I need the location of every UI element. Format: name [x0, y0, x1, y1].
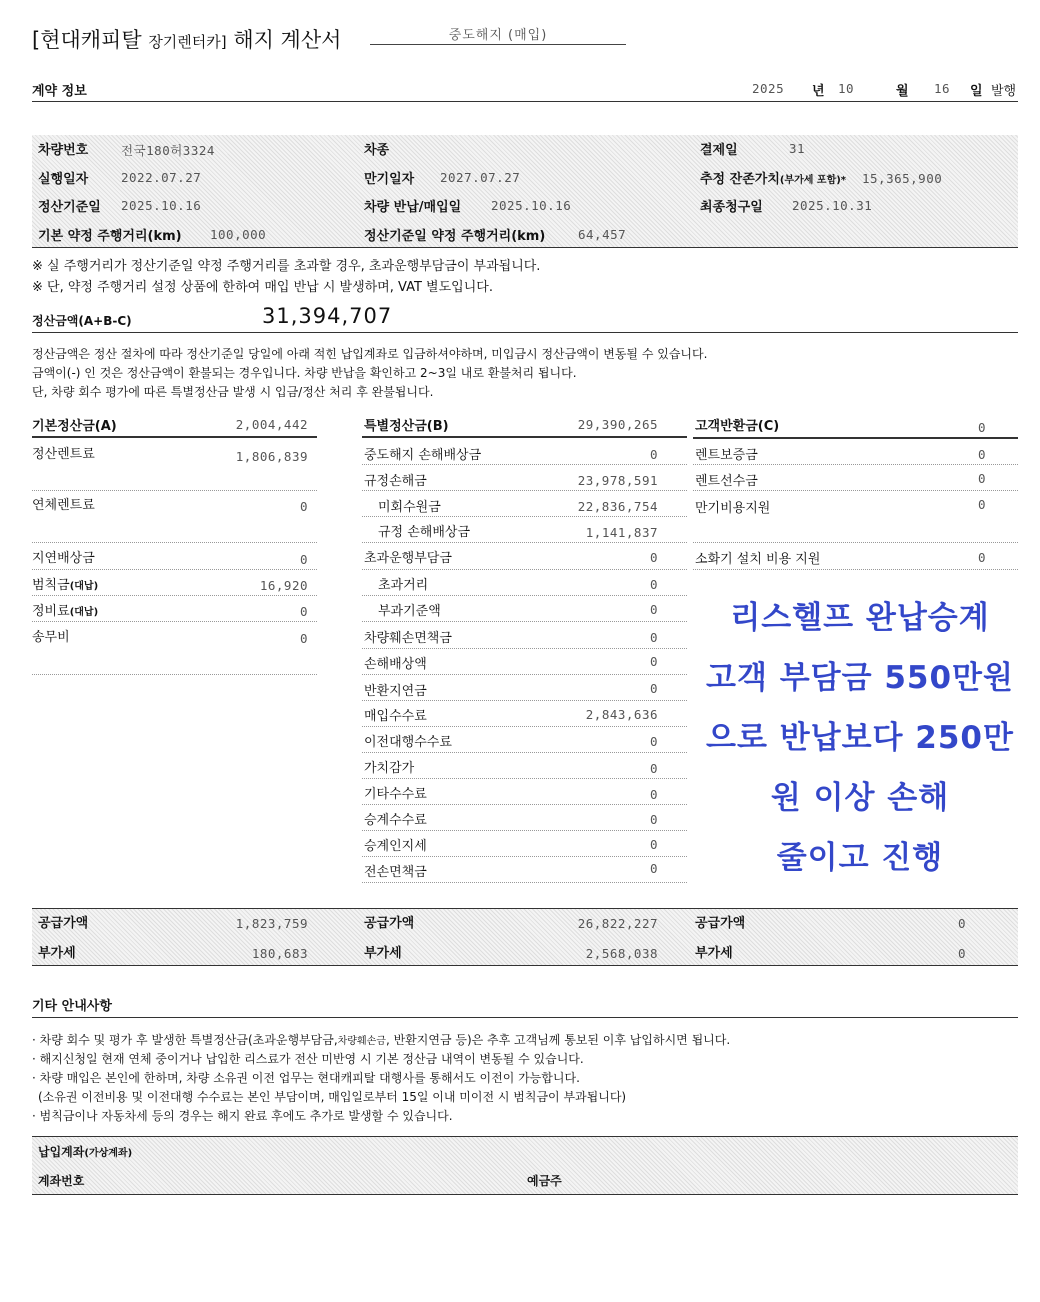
maintenance-label-sub: (대납): [69, 607, 99, 618]
col-a-row-value: 0: [299, 631, 308, 646]
account-block-top-rule: [32, 1136, 1018, 1137]
col-b-row-divider: [362, 569, 687, 570]
col-b-header-rule: [362, 436, 687, 438]
return-date-value: 2025.10.16: [491, 198, 572, 213]
type-underline: [370, 44, 626, 45]
misc-heading-rule: [32, 1017, 1018, 1018]
col-b-header-value: 29,390,265: [577, 417, 658, 432]
col-b-vat-value: 2,568,038: [585, 946, 658, 961]
vehicle-no-value: 전국180허3324: [121, 143, 215, 158]
misc-line-4: (소유권 이전비용 및 이전대행 수수료는 본인 부담이며, 매입일로부터 15일 이내 미이전 시 범칙금이 부과됩니다): [38, 1090, 627, 1104]
residual-label: [700, 168, 846, 187]
fine-label: 범칙금: [32, 578, 70, 593]
col-b-row-label: 초과거리: [378, 578, 429, 593]
col-b-row-value: 0: [649, 447, 658, 462]
col-c-row-divider: [693, 464, 1018, 465]
col-b-supply-label: 공급가액: [364, 916, 415, 931]
col-c-supply-label: 공급가액: [695, 916, 746, 931]
col-b-row-value: 0: [649, 630, 658, 645]
col-a-row-label: [32, 574, 98, 593]
settlement-desc-2: 금액이(-) 인 것은 정산금액이 환불되는 경우입니다. 차량 반납을 확인하고 2~3일 내로 환불처리 됩니다.: [32, 366, 577, 380]
col-c-row-divider: [693, 569, 1018, 570]
col-b-row-divider: [362, 830, 687, 831]
misc-line-1: [32, 1031, 730, 1048]
overlay-line-5: 줄이고 진행: [776, 840, 944, 876]
col-b-row-divider: [362, 490, 687, 491]
col-a-vat-value: 180,683: [251, 946, 308, 961]
base-mileage-value: 100,000: [210, 227, 267, 242]
misc-line-1b: 차량훼손금: [337, 1036, 386, 1047]
col-a-row-value: 1,806,839: [235, 449, 308, 464]
col-b-row-divider: [362, 856, 687, 857]
col-b-row-label: 매입수수료: [364, 709, 427, 724]
col-b-row-label: 차량훼손면책금: [364, 631, 452, 646]
col-a-supply-value: 1,823,759: [235, 916, 308, 931]
account-heading: [38, 1143, 132, 1160]
col-c-row-label: 렌트보증금: [695, 448, 758, 463]
col-b-row-divider: [362, 621, 687, 622]
col-b-row-value: 0: [649, 681, 658, 696]
col-b-row-label: 가치감가: [364, 761, 415, 776]
residual-value: 15,365,900: [862, 171, 943, 186]
col-c-row-label: 만기비용지원: [695, 501, 771, 516]
misc-line-3: · 차량 매입은 본인에 한하며, 차량 소유권 이전 업무는 현대캐피탈 대행사를 통해서도 이전이 가능합니다.: [32, 1071, 580, 1085]
col-b-row-label: 부과기준액: [378, 604, 441, 619]
expire-date-label: 만기일자: [364, 172, 415, 187]
account-block-bottom-rule: [32, 1194, 1018, 1195]
car-model-label: 차종: [364, 143, 390, 158]
col-a-supply-label: 공급가액: [38, 916, 89, 931]
pay-day-label: 결제일: [700, 143, 738, 158]
settlement-amount-value: 31,394,707: [262, 304, 393, 328]
account-holder-label: 예금주: [527, 1174, 562, 1188]
exec-date-label: 실행일자: [38, 172, 89, 187]
col-c-header-value: 0: [977, 420, 986, 435]
supply-block-bottom-rule: [32, 965, 1018, 966]
issue-day: 16: [934, 81, 951, 96]
col-b-row-divider: [362, 648, 687, 649]
settlement-desc-3: 단, 차량 회수 평가에 따른 특별정산금 발생 시 입금/정산 처리 후 완불됩니다.: [32, 385, 434, 399]
col-a-row-value: 16,920: [259, 578, 308, 593]
col-c-row-value: 0: [977, 497, 986, 512]
contract-heading: 계약 정보: [32, 84, 87, 99]
col-a-row-label: 정산렌트료: [32, 447, 95, 462]
settle-date-value: 2025.10.16: [121, 198, 202, 213]
col-b-row-value: 23,978,591: [577, 473, 658, 488]
final-bill-value: 2025.10.31: [792, 198, 873, 213]
col-b-row-value: 0: [649, 861, 658, 876]
col-a-row-divider: [32, 490, 317, 491]
col-b-row-value: 22,836,754: [577, 499, 658, 514]
col-b-row-label: 손해배상액: [364, 657, 427, 672]
col-a-row-divider: [32, 595, 317, 596]
col-b-row-label: 규정 손해배상금: [378, 525, 471, 540]
col-b-row-value: 1,141,837: [585, 525, 658, 540]
year-label: 년: [812, 84, 825, 99]
final-bill-label: 최종청구일: [700, 200, 763, 215]
col-a-header-rule: [32, 436, 317, 438]
col-b-row-value: 2,843,636: [585, 707, 658, 722]
pay-day-value: 31: [789, 141, 806, 156]
col-b-row-divider: [362, 778, 687, 779]
col-b-row-label: 승계인지세: [364, 839, 427, 854]
col-a-vat-label: 부가세: [38, 946, 76, 961]
col-c-header-rule: [693, 437, 1018, 439]
overlay-line-2: 고객 부담금 550만원: [706, 660, 1014, 696]
issued-label: 발행: [991, 84, 1017, 99]
expire-date-value: 2027.07.27: [440, 170, 521, 185]
col-b-row-divider: [362, 882, 687, 883]
col-b-row-divider: [362, 464, 687, 465]
title-bracket: [현대캐피탈: [32, 28, 142, 52]
settlement-amount-label: 정산금액(A+B-C): [32, 314, 132, 328]
col-c-row-divider: [693, 542, 1018, 543]
col-c-supply-value: 0: [957, 916, 966, 931]
col-b-row-value: 0: [649, 761, 658, 776]
col-a-row-divider: [32, 569, 317, 570]
col-a-row-label: 송무비: [32, 630, 70, 645]
col-b-row-divider: [362, 516, 687, 517]
col-a-header: 기본정산금(A): [32, 419, 117, 434]
base-mileage-label: 기본 약정 주행거리(km): [38, 229, 182, 244]
col-b-row-value: 0: [649, 812, 658, 827]
col-b-row-label: 중도해지 손해배상금: [364, 448, 482, 463]
account-heading-text: 납입계좌: [38, 1145, 85, 1159]
settle-mileage-value: 64,457: [578, 227, 627, 242]
col-a-row-value: 0: [299, 604, 308, 619]
col-b-row-divider: [362, 726, 687, 727]
col-b-row-label: 전손면책금: [364, 865, 427, 880]
col-b-row-label: 규정손해금: [364, 474, 427, 489]
fine-label-sub: (대납): [69, 581, 99, 592]
supply-block-top-rule: [32, 908, 1018, 909]
col-b-row-label: 이전대행수수료: [364, 735, 452, 750]
col-a-row-divider: [32, 674, 317, 675]
col-b-row-label: 미회수원금: [378, 500, 441, 515]
col-a-row-divider: [32, 542, 317, 543]
col-b-row-value: 0: [649, 602, 658, 617]
overlay-line-4: 원 이상 손해: [770, 780, 950, 816]
col-c-row-value: 0: [977, 447, 986, 462]
return-date-label: 차량 반납/매입일: [364, 200, 462, 215]
col-b-row-value: 0: [649, 787, 658, 802]
title-main: 해지 계산서: [233, 28, 342, 52]
overlay-line-1: 리스헬프 완납승계: [730, 600, 990, 636]
col-a-row-label: 연체렌트료: [32, 498, 95, 513]
col-c-row-value: 0: [977, 471, 986, 486]
col-b-row-value: 0: [649, 577, 658, 592]
col-b-supply-value: 26,822,227: [577, 916, 658, 931]
col-b-row-divider: [362, 674, 687, 675]
col-b-row-value: 0: [649, 837, 658, 852]
col-c-row-label: 렌트선수금: [695, 474, 758, 489]
col-c-row-value: 0: [977, 550, 986, 565]
misc-line-2: · 해지신청일 현재 연체 중이거나 납입한 리스료가 전산 미반영 시 기본 정산금 내역이 변동될 수 있습니다.: [32, 1052, 584, 1066]
col-c-vat-value: 0: [957, 946, 966, 961]
contract-heading-rule: [32, 101, 1018, 102]
settle-date-label: 정산기준일: [38, 200, 101, 215]
col-b-header: 특별정산금(B): [364, 419, 449, 434]
misc-heading: 기타 안내사항: [32, 999, 112, 1014]
col-b-row-divider: [362, 595, 687, 596]
issue-year: 2025: [752, 81, 785, 96]
col-b-row-value: 0: [649, 550, 658, 565]
col-b-vat-label: 부가세: [364, 946, 402, 961]
col-b-row-divider: [362, 542, 687, 543]
document-title: [32, 24, 341, 54]
misc-line-5: · 범칙금이나 자동차세 등의 경우는 해지 완료 후에도 추가로 발생할 수 있습니다.: [32, 1109, 453, 1123]
col-a-row-divider: [32, 621, 317, 622]
col-b-row-label: 반환지연금: [364, 684, 427, 699]
col-b-row-value: 0: [649, 654, 658, 669]
col-c-row-divider: [693, 490, 1018, 491]
col-b-row-divider: [362, 700, 687, 701]
col-b-row-label: 초과운행부담금: [364, 551, 452, 566]
overlay-line-3: 으로 반납보다 250만: [706, 720, 1014, 756]
account-block-background: [32, 1136, 1018, 1194]
col-a-row-value: 0: [299, 552, 308, 567]
settlement-desc-1: 정산금액은 정산 절차에 따라 정산기준일 당일에 아래 적힌 납입계좌로 입금하셔야하며, 미입금시 정산금액이 변동될 수 있습니다.: [32, 347, 708, 361]
contract-info-rule: [32, 247, 1018, 248]
overlay-note: [700, 588, 1020, 888]
col-c-vat-label: 부가세: [695, 946, 733, 961]
residual-label-sub: (부가세 포함)*: [779, 175, 847, 186]
settlement-rule: [32, 332, 1018, 333]
account-heading-sub: (가상계좌): [84, 1148, 133, 1159]
residual-label-text: 추정 잔존가치: [700, 172, 780, 187]
issue-month: 10: [838, 81, 855, 96]
col-b-row-label: 승계수수료: [364, 813, 427, 828]
col-a-row-label: 지연배상금: [32, 551, 95, 566]
col-b-row-value: 0: [649, 734, 658, 749]
col-a-row-label: [32, 600, 98, 619]
col-a-row-value: 0: [299, 499, 308, 514]
day-label: 일: [970, 84, 983, 99]
col-b-row-label: 기타수수료: [364, 787, 427, 802]
vat-note: ※ 단, 약정 주행거리 설정 상품에 한하여 매입 반납 시 발생하며, VAT 별도입니다.: [32, 280, 493, 295]
col-b-row-divider: [362, 804, 687, 805]
exec-date-value: 2022.07.27: [121, 170, 202, 185]
vehicle-no-label: 차량번호: [38, 143, 89, 158]
settle-mileage-label: 정산기준일 약정 주행거리(km): [364, 229, 546, 244]
mileage-note: ※ 실 주행거리가 정산기준일 약정 주행거리를 초과할 경우, 초과운행부담금이 부과됩니다.: [32, 259, 541, 274]
misc-line-1a: · 차량 회수 및 평가 후 발생한 특별정산금(초과운행부담금,: [32, 1033, 338, 1047]
account-no-label: 계좌번호: [38, 1174, 85, 1188]
col-b-row-divider: [362, 752, 687, 753]
termination-type: 중도해지 (매입): [448, 28, 548, 43]
col-c-row-label: 소화기 설치 비용 지원: [695, 552, 821, 567]
col-a-header-value: 2,004,442: [235, 417, 308, 432]
misc-line-1c: , 반환지연금 등)은 추후 고객님께 통보된 이후 납입하시면 됩니다.: [385, 1033, 731, 1047]
title-sub: 장기렌터카]: [148, 33, 227, 51]
month-label: 월: [896, 84, 909, 99]
col-c-header: 고객반환금(C): [695, 419, 780, 434]
maintenance-label: 정비료: [32, 604, 70, 619]
